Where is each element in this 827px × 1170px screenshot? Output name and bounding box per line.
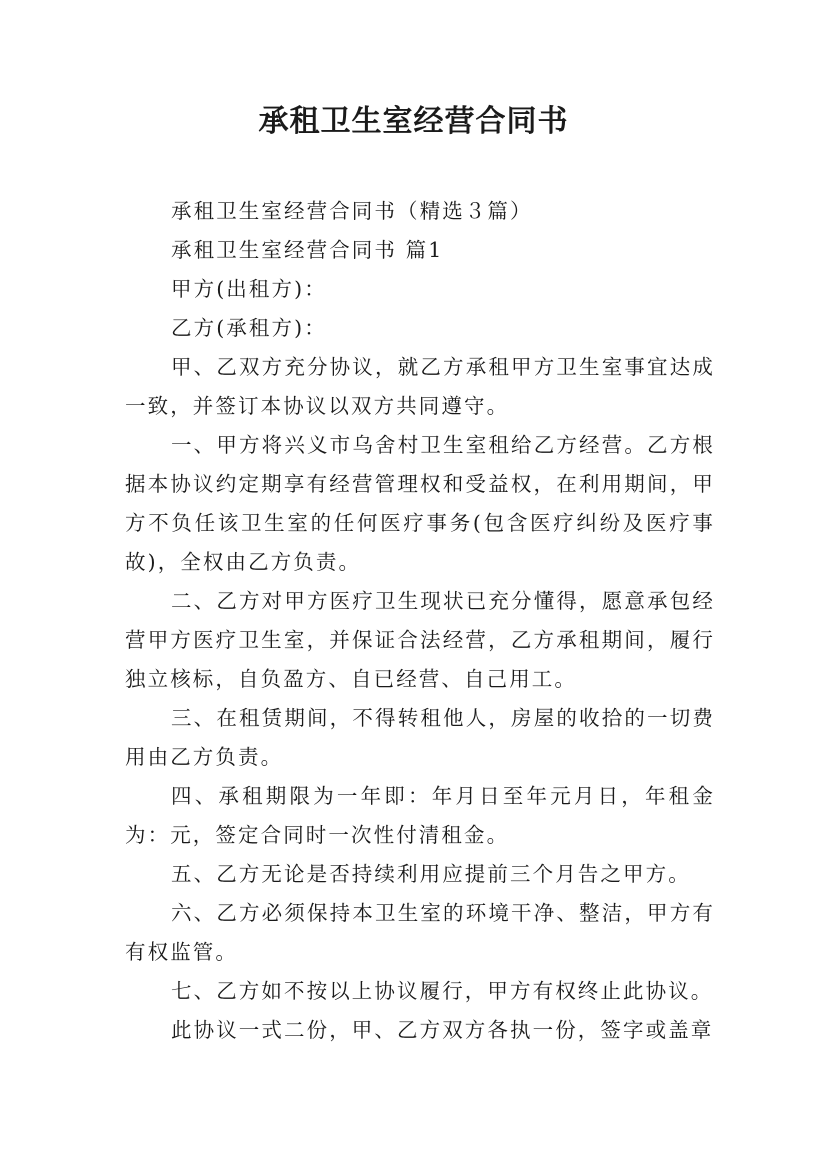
party-b-line: 乙方(承租方)： bbox=[171, 316, 327, 340]
clause-3-paragraph: 三、在租赁期间，不得转租他人，房屋的收拾的一切费用由乙方负责。 bbox=[125, 706, 715, 769]
document-body bbox=[125, 192, 715, 1050]
clause-5-paragraph: 五、乙方无论是否持续利用应提前三个月告之甲方。 bbox=[171, 862, 691, 886]
clause-7-paragraph: 七、乙方如不按以上协议履行，甲方有权终止此协议。 bbox=[171, 979, 714, 1003]
party-a-line: 甲方(出租方)： bbox=[171, 277, 327, 301]
subtitle-paragraph: 承租卫生室经营合同书（精选３篇） bbox=[171, 199, 533, 223]
section-heading-paragraph: 承租卫生室经营合同书 篇1 bbox=[171, 238, 444, 262]
closing-paragraph: 此协议一式二份，甲、乙方双方各执一份，签字或盖章 bbox=[171, 1018, 714, 1042]
clause-2-paragraph: 二、乙方对甲方医疗卫生现状已充分懂得，愿意承包经营甲方医疗卫生室，并保证合法经营，乙方承租期间，履行独立核标，自负盈方、自已经营、自己用工。 bbox=[125, 589, 715, 691]
clause-4-paragraph: 四、承租期限为一年即：年月日至年元月日，年租金为：元，签定合同时一次性付清租金。 bbox=[125, 784, 715, 847]
clause-6-paragraph: 六、乙方必须保持本卫生室的环境干净、整洁，甲方有有权监管。 bbox=[125, 901, 715, 964]
document-title: 承租卫生室经营合同书 bbox=[258, 104, 569, 139]
preamble-paragraph: 甲、乙双方充分协议，就乙方承租甲方卫生室事宜达成一致，并签订本协议以双方共同遵守。 bbox=[125, 355, 715, 418]
clause-1-paragraph: 一、甲方将兴义市乌舍村卫生室租给乙方经营。乙方根据本协议约定期享有经营管理权和受益权，在利用期间，甲方不负任该卫生室的任何医疗事务(包含医疗纠纷及医疗事故)，全权由乙方负责。 bbox=[125, 433, 715, 574]
